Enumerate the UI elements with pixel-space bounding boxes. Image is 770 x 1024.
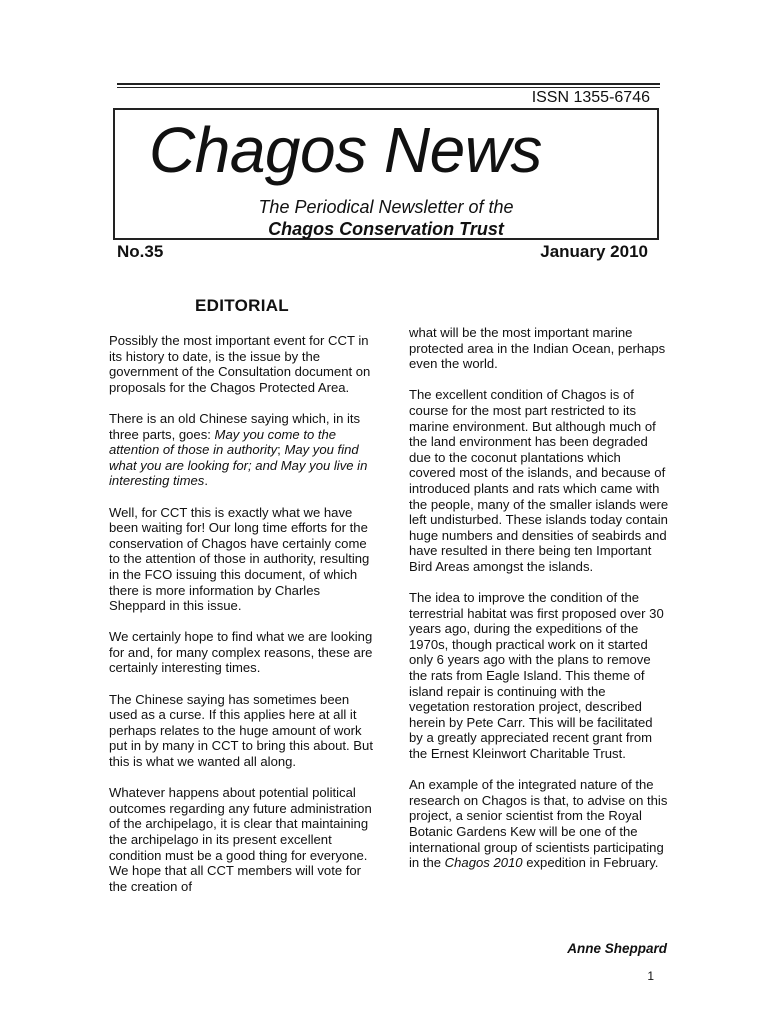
subtitle-line-2: Chagos Conservation Trust xyxy=(268,219,504,239)
text-run: . xyxy=(204,473,208,489)
page-number: 1 xyxy=(647,969,654,983)
editorial-right-column xyxy=(409,325,669,886)
text-run: Possibly the most important event for CCT in its history to date, is the issue by the government of the Consultation document on proposals for the Chagos Protected Area. xyxy=(109,333,371,395)
text-run: expedition in February. xyxy=(522,855,659,871)
paragraph xyxy=(109,629,379,676)
text-run: what will be the most important marine protected area in the Indian Ocean, perhaps even the world. xyxy=(409,325,666,372)
newsletter-title: Chagos News xyxy=(149,114,542,186)
paragraph xyxy=(109,333,379,395)
text-run: An example of the integrated nature of the research on Chagos is that, to advise on this project, a senior scientist from the Royal Botanic Gardens Kew will be one of the international group of scientists participating in the xyxy=(409,777,668,871)
paragraph xyxy=(409,777,669,871)
masthead-subtitle xyxy=(115,196,657,240)
text-run: We certainly hope to find what we are looking for and, for many complex reasons, these are certainly interesting times. xyxy=(109,629,373,676)
editorial-heading: EDITORIAL xyxy=(194,296,289,315)
subtitle-line-1: The Periodical Newsletter of the xyxy=(258,197,514,217)
italic-text: May you find what you are looking for; and May you live in interesting times xyxy=(109,442,368,489)
masthead-box xyxy=(113,108,659,240)
issn-label: ISSN 1355-6746 xyxy=(531,89,650,106)
text-run: Well, for CCT this is exactly what we have been waiting for! Our long time efforts for the conservation of Chagos have certainly come to the attention of those in authority, resulting in the FCO issuing this document, of which there is more information by Charles Sheppard in this issue. xyxy=(109,504,370,614)
author-signature: Anne Sheppard xyxy=(567,941,667,956)
paragraph xyxy=(109,785,379,894)
editorial-left-column xyxy=(109,333,379,910)
paragraph xyxy=(409,325,669,372)
italic-text: Chagos 2010 xyxy=(444,855,523,871)
text-run: Whatever happens about potential political outcomes regarding any future administration of the archipelago, it is clear that maintaining the archipelago in its present excellent condition must be a good thing for everyone. We hope that all CCT members will vote for the creation of xyxy=(109,785,372,894)
issue-number: No.35 xyxy=(117,242,164,261)
paragraph xyxy=(109,505,379,614)
paragraph xyxy=(109,411,379,489)
italic-text: May you come to the attention of those in authority xyxy=(109,426,337,458)
text-run: The excellent condition of Chagos is of course for the most part restricted to its marine environment. But although much of the land environment has been degraded due to the coconut plantations which covered most of the islands, and because of introduced plants and rats which came with the people, many of the smaller islands were left undisturbed. These islands today contain huge numbers and densities of seabirds and have resulted in there being ten Important Bird Areas amongst the islands. xyxy=(409,387,669,574)
top-rule xyxy=(117,83,660,85)
issue-date: January 2010 xyxy=(540,242,648,261)
text-run: The Chinese saying has sometimes been used as a curse. If this applies here at all it perhaps relates to the huge amount of work put in by many in CCT to bring this about. But this is what we wanted all along. xyxy=(109,691,373,770)
text-run: The idea to improve the condition of the terrestrial habitat was first proposed over 30 years ago, during the expeditions of the 1970s, though practical work on it started only 6 years ago with the plans to remove the rats from Eagle Island. This theme of island repair is continuing with the vegetation restoration project, described herein by Pete Carr. This will be facilitated by a greatly appreciated recent grant from the Ernest Kleinwort Charitable Trust. xyxy=(409,590,664,762)
text-run: There is an old Chinese saying which, in its three parts, goes: xyxy=(109,410,361,442)
top-rule-thin xyxy=(117,87,660,88)
paragraph xyxy=(109,692,379,770)
paragraph xyxy=(409,387,669,574)
paragraph xyxy=(409,590,669,762)
text-run: ; xyxy=(277,442,285,458)
